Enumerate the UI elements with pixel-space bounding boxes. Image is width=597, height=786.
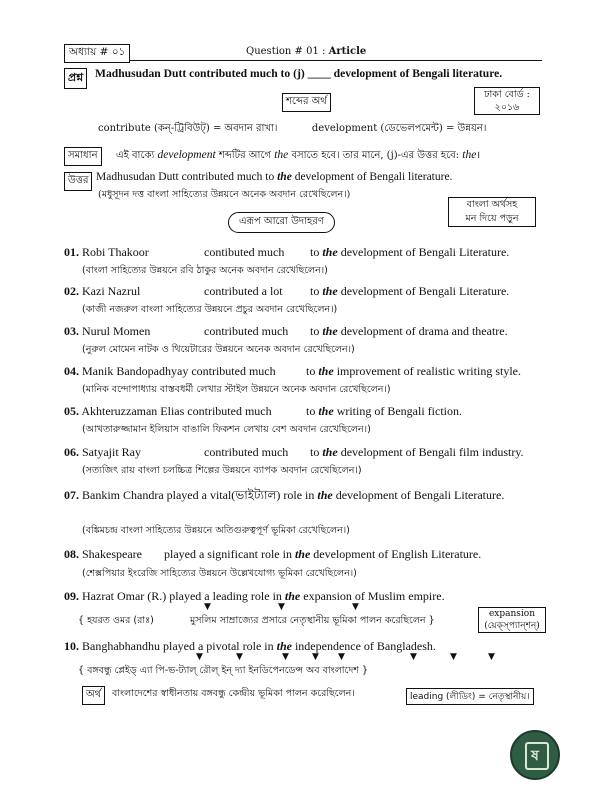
expansion-word: expansion bbox=[488, 609, 536, 619]
example-rest: to the development of Bengali film industry. bbox=[310, 445, 524, 459]
example-rest: to the development of Bengali Literature. bbox=[310, 284, 510, 298]
arrow-icon: ▼ bbox=[278, 602, 285, 612]
example-subject: Akhteruzzaman Elias contributed much bbox=[81, 404, 272, 418]
example-10: 10. Banghabhandhu played a pivotal role in the independence of Bangladesh. bbox=[64, 639, 436, 653]
example-rest: to the development of drama and theatre. bbox=[310, 324, 508, 338]
example-07: 07. Bankim Chandra played a vital(ভাইট্যাল) role in the development of Bengali Literature. bbox=[64, 488, 505, 502]
example-08: 08. Shakespeare played a significant role in the development of English Literature. bbox=[64, 547, 482, 561]
note-box bbox=[448, 197, 536, 227]
example-10-meaning: বাংলাদেশের স্বাধীনতায় বঙ্গবন্ধু কেন্দ্রীয় ভূমিকা পালন করেছিলেন। bbox=[112, 688, 355, 699]
note-line1: বাংলা অর্থসহ bbox=[466, 199, 518, 210]
arrow-icon: ▼ bbox=[312, 652, 319, 662]
similar-examples-label: এরূপ আরো উদাহরণ bbox=[228, 212, 335, 233]
example-verb: contributed a lot bbox=[204, 284, 283, 298]
question-title: Question # 01 : Article bbox=[246, 46, 367, 57]
arrow-icon: ▼ bbox=[196, 652, 203, 662]
example-subject: Manik Bandopadhyay contributed much bbox=[82, 364, 276, 378]
vocab-row bbox=[98, 121, 486, 138]
example-verb: contributed much bbox=[204, 445, 289, 459]
answer-bengali: (মধুসূদন দত্ত বাংলা সাহিত্যের উন্নয়নে অনেক অবদান রেখেছিলেন।) bbox=[98, 189, 351, 200]
arrow-icon: ▼ bbox=[488, 652, 495, 662]
header-rule bbox=[64, 60, 542, 61]
publisher-logo bbox=[510, 730, 560, 780]
arrow-icon: ▼ bbox=[282, 652, 289, 662]
example-02: 02. Kazi Nazrul contributed a lot to the development of Bengali Literature. bbox=[64, 284, 510, 298]
logo-glyph: ষ bbox=[531, 748, 539, 764]
leading-box: leading (লীডিং) = নেতৃস্থানীয়। bbox=[406, 688, 534, 705]
example-rest: to the development of Bengali Literature. bbox=[310, 245, 510, 259]
example-04: 04. Manik Bandopadhyay contributed much to the improvement of realistic writing style. bbox=[64, 364, 521, 378]
example-09: 09. Hazrat Omar (R.) played a leading role in the expansion of Muslim empire. bbox=[64, 589, 445, 603]
vocab-entry-1: contribute (কন্‌-ট্রিবিউট্‌) = অবদান রাখা। bbox=[98, 123, 278, 134]
example-05-bengali: (আখতারুজ্জামান ইলিয়াস বাঙালি ফিকশন লেখায় বেশ অবদান রেখেছিলেন।) bbox=[82, 424, 371, 435]
example-08-bengali: (শেক্সপিয়ার ইংরেজি সাহিত্যের উন্নয়নে উল্লেখযোগ্য ভূমিকা রেখেছিলেন।) bbox=[82, 568, 357, 579]
example-09-bengali-left: { হযরত ওমর (রাঃ) bbox=[78, 615, 154, 626]
example-02-bengali: (কাজী নজরুল বাংলা সাহিত্যের উন্নয়নে প্রচুর অবদান রেখেছিলেন।) bbox=[82, 304, 338, 315]
example-06-bengali: (সত্যজিৎ রায় বাংলা চলচ্চিত্র শিল্পের উন্নয়নে ব্যাপক অবদান রেখেছিলেন।) bbox=[82, 465, 362, 476]
example-verb: contributed much bbox=[204, 324, 289, 338]
arrow-icon: ▼ bbox=[204, 602, 211, 612]
example-03-bengali: (নুরুল মোমেন নাটক ও থিয়েটারের উন্নয়নে অনেক অবদান রেখেছিলেন।) bbox=[82, 344, 355, 355]
example-07-bengali: (বঙ্কিমচন্দ্র বাংলা সাহিত্যের উন্নয়নে অতিগুরুত্বপূর্ণ ভূমিকা রেখেছিলেন।) bbox=[82, 525, 350, 536]
example-01-bengali: (বাংলা সাহিত্যের উন্নয়নে রবি ঠাকুর অনেক অবদান রেখেছিলেন।) bbox=[82, 265, 328, 276]
note-line2: মন দিয়ে পড়ুন bbox=[465, 213, 519, 224]
example-subject: Satyajit Ray bbox=[82, 445, 141, 459]
example-rest: to the improvement of realistic writing style. bbox=[306, 364, 521, 378]
answer-text: Madhusudan Dutt contributed much to the development of Bengali literature. bbox=[96, 171, 453, 183]
question-text: Madhusudan Dutt contributed much to (j) ____ development of Bengali literature. bbox=[95, 67, 503, 80]
board-line2: ২০১৬ bbox=[494, 102, 520, 113]
arrow-icon: ▼ bbox=[338, 652, 345, 662]
example-rest: to the writing of Bengali fiction. bbox=[306, 404, 462, 418]
example-verb: contibuted much bbox=[204, 245, 285, 259]
board-box bbox=[474, 87, 540, 115]
arrow-icon: ▼ bbox=[410, 652, 417, 662]
solution-text: এই বাক্যে development শব্দটির আগে the বসাতে হবে। তার মানে, (j)-এর উত্তর হবে: the। bbox=[116, 149, 481, 161]
vocab-entry-2: development (ডেভেলপমেন্ট) = উন্নয়ন। bbox=[311, 123, 487, 134]
question-label: প্রশ্ন bbox=[64, 68, 87, 89]
board-line1: ঢাকা বোর্ড : bbox=[484, 89, 530, 100]
chapter-label: অধ্যায় # ০১ bbox=[64, 44, 130, 63]
example-subject: Kazi Nazrul bbox=[82, 284, 141, 298]
expansion-box bbox=[478, 607, 546, 633]
solution-label: সমাধান bbox=[64, 147, 102, 166]
example-05: 05. Akhteruzzaman Elias contributed much to the writing of Bengali fiction. bbox=[64, 404, 462, 418]
word-meaning-label: শব্দের অর্থ bbox=[282, 93, 331, 112]
example-subject: Nurul Momen bbox=[82, 324, 151, 338]
expansion-pron: (য়েক্স্‌প্যান্‌শন্‌) bbox=[484, 621, 540, 631]
example-06: 06. Satyajit Ray contributed much to the development of Bengali film industry. bbox=[64, 445, 524, 459]
meaning-label: অর্থ bbox=[82, 686, 105, 705]
arrow-icon: ▼ bbox=[450, 652, 457, 662]
arrow-icon: ▼ bbox=[352, 602, 359, 612]
example-subject: Robi Thakoor bbox=[82, 245, 149, 259]
example-10-pronunciation: { বঙ্গবন্ধু প্লেইড্‌ এ্যা পি-ভ-ট্যাল্‌ রৌল্‌ ইন্‌ দ্যা ইনডিপেনডেন্স অব বাংলাদেশ } bbox=[78, 665, 369, 676]
example-01: 01. Robi Thakoor contibuted much to the development of Bengali Literature. bbox=[64, 245, 510, 259]
example-04-bengali: (মানিক বন্দোপাধ্যায় বাস্তবধর্মী লেখার স্টাইল উন্নয়নে অনেক অবদান রেখেছিলেন।) bbox=[82, 384, 391, 395]
answer-label: উত্তর bbox=[64, 172, 92, 191]
arrow-icon: ▼ bbox=[236, 652, 243, 662]
example-09-bengali-right: মুসলিম সাম্রাজ্যের প্রসারে নেতৃস্থানীয় ভূমিকা পালন করেছিলেন } bbox=[190, 615, 435, 626]
example-03: 03. Nurul Momen contributed much to the development of drama and theatre. bbox=[64, 324, 508, 338]
